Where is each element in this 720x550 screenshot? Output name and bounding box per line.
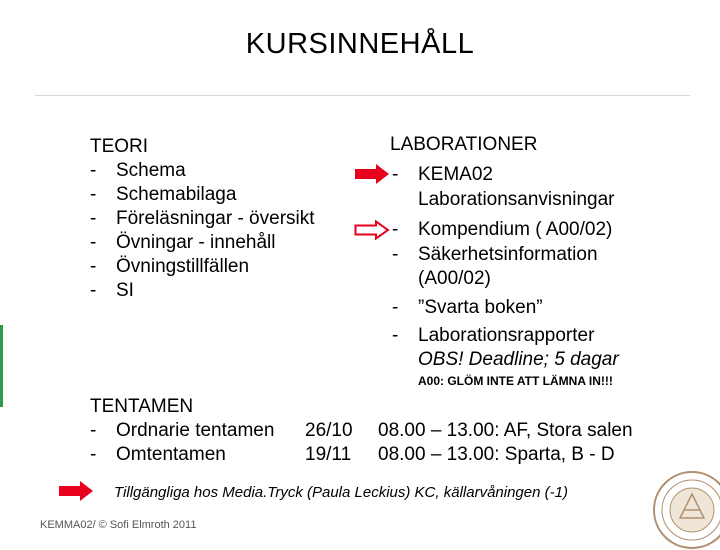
tentamen-row: - Omtentamen bbox=[90, 444, 226, 465]
teori-item: - Föreläsningar - översikt bbox=[90, 208, 315, 229]
lab-dash-2: - bbox=[392, 219, 399, 240]
lab-item-svarta-boken: ”Svarta boken” bbox=[418, 297, 543, 318]
lab-item-sakerhet: Säkerhetsinformation bbox=[418, 244, 598, 265]
tentamen-name: Ordnarie tentamen bbox=[116, 420, 275, 441]
university-seal-logo bbox=[652, 470, 720, 550]
arrow-right-icon bbox=[58, 481, 94, 501]
lab-dash-5: - bbox=[392, 325, 399, 346]
lab-dash-4: - bbox=[392, 297, 399, 318]
lab-item-rapporter: Laborationsrapporter bbox=[418, 325, 595, 346]
teori-item: - SI bbox=[90, 280, 134, 301]
lab-item-kompendium: Kompendium ( A00/02) bbox=[418, 219, 613, 240]
tentamen-row: - Ordnarie tentamen bbox=[90, 420, 275, 441]
tentamen-date: 26/10 bbox=[305, 420, 353, 441]
lab-item-kema02-sub: Laborationsanvisningar bbox=[418, 189, 615, 210]
teori-item: - Schema bbox=[90, 160, 186, 181]
tentamen-date: 19/11 bbox=[305, 444, 352, 465]
lab-reminder: A00: GLÖM INTE ATT LÄMNA IN!!! bbox=[418, 374, 613, 388]
teori-item: - Övningstillfällen bbox=[90, 256, 250, 277]
lab-deadline: OBS! Deadline; 5 dagar bbox=[418, 349, 619, 370]
lab-dash-3: - bbox=[392, 244, 399, 265]
teori-item: - Övningar - innehåll bbox=[90, 232, 276, 253]
lab-dash-1: - bbox=[392, 164, 399, 185]
lab-item-kema02: KEMA02 bbox=[418, 164, 493, 185]
slide-title: KURSINNEHÅLL bbox=[245, 28, 475, 60]
tentamen-time: 08.00 – 13.00: Sparta, B - D bbox=[378, 444, 615, 465]
tentamen-heading: TENTAMEN bbox=[90, 396, 194, 417]
teori-section bbox=[90, 135, 315, 303]
arrow-right-icon bbox=[354, 164, 390, 184]
footer-copyright: KEMMA02/ © Sofi Elmroth 2011 bbox=[40, 519, 197, 531]
outlined-arrow-right-icon bbox=[354, 220, 390, 240]
title-divider bbox=[35, 95, 690, 96]
lab-heading: LABORATIONER bbox=[390, 134, 538, 155]
tentamen-time: 08.00 – 13.00: AF, Stora salen bbox=[378, 420, 633, 441]
availability-note: Tillgängliga hos Media.Tryck (Paula Leckius) KC, källarvåningen (-1) bbox=[114, 484, 568, 501]
left-edge-marker bbox=[0, 325, 3, 407]
teori-heading: TEORI bbox=[90, 136, 149, 157]
teori-item: - Schemabilaga bbox=[90, 184, 237, 205]
lab-item-sakerhet-sub: (A00/02) bbox=[418, 268, 491, 289]
tentamen-name: Omtentamen bbox=[116, 444, 226, 465]
